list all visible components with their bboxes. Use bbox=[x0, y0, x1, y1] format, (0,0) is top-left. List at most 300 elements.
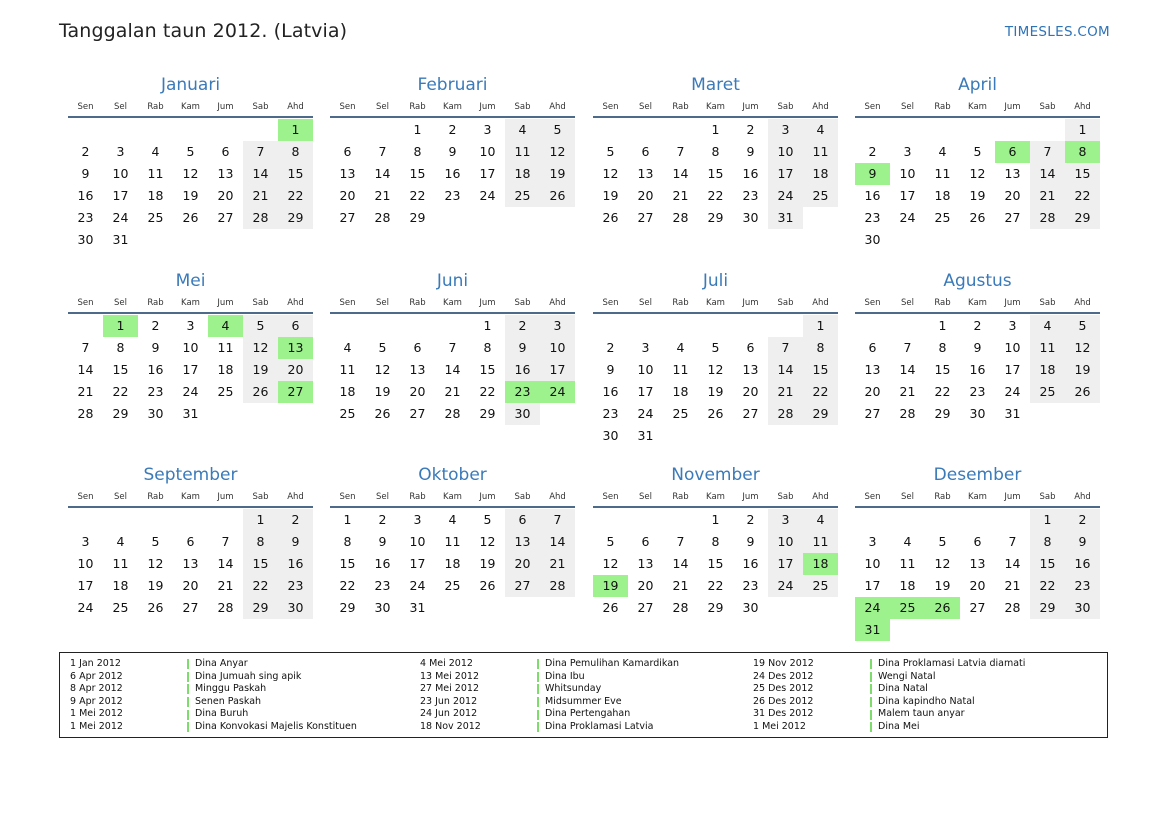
legend-holiday-name: Senen Paskah bbox=[195, 695, 262, 707]
empty-cell bbox=[890, 619, 925, 641]
day-cell: 11 bbox=[444, 534, 461, 549]
empty-cell bbox=[138, 509, 173, 531]
legend-holiday-name: Dina Natal bbox=[878, 683, 928, 695]
weekday-label: Kam bbox=[181, 492, 200, 502]
week-row bbox=[330, 381, 575, 403]
empty-cell bbox=[435, 207, 470, 229]
day-cell: 22 bbox=[339, 578, 356, 593]
empty-cell bbox=[890, 119, 925, 141]
legend-item bbox=[420, 721, 679, 734]
empty-cell bbox=[470, 207, 505, 229]
legend-date: 27 Mei 2012 bbox=[420, 683, 479, 695]
empty-cell bbox=[330, 315, 365, 337]
header-rule bbox=[593, 116, 838, 118]
day-cell: 6 bbox=[641, 144, 650, 159]
day-cell: 25 bbox=[803, 575, 838, 597]
day-cell: 7 bbox=[448, 340, 457, 355]
weekday-label: Sab bbox=[1039, 492, 1056, 502]
day-cell: 21 bbox=[672, 188, 689, 203]
day-cell: 12 bbox=[1065, 337, 1100, 359]
legend-holiday-name: Dina Proklamasi Latvia diamati bbox=[878, 658, 1026, 669]
day-cell: 12 bbox=[969, 166, 986, 181]
day-cell: 25 bbox=[672, 406, 689, 421]
day-cell: 15 bbox=[112, 362, 129, 377]
weekday-label: Ahd bbox=[549, 102, 566, 112]
empty-cell bbox=[925, 229, 960, 251]
day-cell: 15 bbox=[1030, 553, 1065, 575]
day-cell: 27 bbox=[864, 406, 881, 421]
day-cell: 14 bbox=[768, 359, 803, 381]
week-row bbox=[330, 119, 575, 141]
day-cell: 29 bbox=[1065, 207, 1100, 229]
week-row bbox=[330, 531, 575, 553]
day-cell: 28 bbox=[768, 403, 803, 425]
day-cell: 23 bbox=[77, 210, 94, 225]
legend-item bbox=[70, 708, 357, 721]
legend-marker bbox=[187, 684, 189, 694]
day-cell: 24 bbox=[540, 381, 575, 403]
day-cell: 5 bbox=[151, 534, 160, 549]
day-cell: 11 bbox=[339, 362, 356, 377]
day-cell: 27 bbox=[637, 210, 654, 225]
weekday-label: Sab bbox=[252, 102, 269, 112]
week-row bbox=[855, 315, 1100, 337]
day-cell: 24 bbox=[768, 575, 803, 597]
day-cell: 23 bbox=[969, 384, 986, 399]
day-cell: 2 bbox=[868, 144, 877, 159]
day-cell: 8 bbox=[803, 337, 838, 359]
day-cell: 25 bbox=[505, 185, 540, 207]
week-row bbox=[68, 553, 313, 575]
legend-holiday-name: Whitsunday bbox=[545, 683, 602, 695]
legend-item bbox=[420, 671, 679, 684]
day-cell: 2 bbox=[151, 318, 160, 333]
day-cell: 22 bbox=[934, 384, 951, 399]
week-row bbox=[855, 141, 1100, 163]
empty-cell bbox=[330, 119, 365, 141]
day-cell: 21 bbox=[1004, 578, 1021, 593]
weekday-label: Sen bbox=[77, 492, 94, 502]
day-cell: 28 bbox=[217, 600, 234, 615]
day-cell: 28 bbox=[1004, 600, 1021, 615]
day-cell: 15 bbox=[409, 166, 426, 181]
weekday-label: Jum bbox=[217, 298, 234, 308]
day-cell: 21 bbox=[1030, 185, 1065, 207]
legend-holiday-name: Dina Ibu bbox=[545, 670, 585, 682]
day-cell: 31 bbox=[855, 619, 890, 641]
day-cell: 2 bbox=[973, 318, 982, 333]
day-cell: 17 bbox=[77, 578, 94, 593]
day-cell: 1 bbox=[413, 122, 422, 137]
day-cell: 31 bbox=[1004, 406, 1021, 421]
legend-date: 18 Nov 2012 bbox=[420, 720, 481, 732]
empty-cell bbox=[1030, 403, 1065, 425]
weekday-label: Sab bbox=[514, 102, 531, 112]
site-link[interactable]: TIMESLES.COM bbox=[1004, 24, 1110, 40]
day-cell: 16 bbox=[374, 556, 391, 571]
weekday-label: Jum bbox=[742, 102, 759, 112]
day-cell: 20 bbox=[217, 188, 234, 203]
weekday-label: Ahd bbox=[1074, 492, 1091, 502]
legend-marker bbox=[187, 710, 189, 720]
day-cell: 30 bbox=[505, 403, 540, 425]
week-row bbox=[330, 315, 575, 337]
week-row bbox=[330, 403, 575, 425]
day-cell: 17 bbox=[409, 556, 426, 571]
day-cell: 1 bbox=[1030, 509, 1065, 531]
week-row bbox=[855, 553, 1100, 575]
day-cell: 30 bbox=[602, 428, 619, 443]
weekday-label: Kam bbox=[443, 298, 462, 308]
day-cell: 20 bbox=[969, 578, 986, 593]
day-cell: 28 bbox=[243, 207, 278, 229]
legend-item bbox=[70, 658, 357, 671]
day-cell: 18 bbox=[803, 163, 838, 185]
day-cell: 1 bbox=[1065, 119, 1100, 141]
week-row bbox=[855, 509, 1100, 531]
day-cell: 18 bbox=[672, 384, 689, 399]
day-cell: 23 bbox=[742, 578, 759, 593]
empty-cell bbox=[243, 119, 278, 141]
week-row bbox=[855, 337, 1100, 359]
week-row bbox=[68, 185, 313, 207]
day-cell: 25 bbox=[444, 578, 461, 593]
weekday-label: Ahd bbox=[549, 298, 566, 308]
weekday-label: Ahd bbox=[287, 102, 304, 112]
week-row bbox=[68, 141, 313, 163]
week-row bbox=[855, 403, 1100, 425]
day-cell: 17 bbox=[479, 166, 496, 181]
empty-cell bbox=[173, 509, 208, 531]
month-april bbox=[855, 73, 1100, 251]
week-row bbox=[855, 119, 1100, 141]
day-cell: 23 bbox=[374, 578, 391, 593]
day-cell: 9 bbox=[448, 144, 457, 159]
empty-cell bbox=[698, 315, 733, 337]
day-cell: 13 bbox=[1004, 166, 1021, 181]
legend-date: 26 Des 2012 bbox=[753, 695, 814, 707]
legend-marker bbox=[870, 697, 872, 707]
day-cell: 1 bbox=[243, 509, 278, 531]
header-rule bbox=[68, 506, 313, 508]
day-cell: 15 bbox=[934, 362, 951, 377]
month-juli bbox=[593, 269, 838, 447]
day-cell: 30 bbox=[1065, 597, 1100, 619]
day-cell: 23 bbox=[444, 188, 461, 203]
day-cell: 13 bbox=[637, 166, 654, 181]
legend-item bbox=[70, 683, 357, 696]
legend-item bbox=[70, 696, 357, 709]
day-cell: 28 bbox=[672, 600, 689, 615]
day-cell: 26 bbox=[925, 597, 960, 619]
weekday-label: Kam bbox=[706, 298, 725, 308]
day-cell: 31 bbox=[112, 232, 129, 247]
day-cell: 18 bbox=[505, 163, 540, 185]
day-cell: 15 bbox=[339, 556, 356, 571]
empty-cell bbox=[855, 119, 890, 141]
empty-cell bbox=[995, 119, 1030, 141]
empty-cell bbox=[593, 315, 628, 337]
day-cell: 20 bbox=[182, 578, 199, 593]
day-cell: 24 bbox=[409, 578, 426, 593]
weekday-label: Sen bbox=[864, 298, 881, 308]
day-cell: 19 bbox=[540, 163, 575, 185]
day-cell: 16 bbox=[77, 188, 94, 203]
month-name: Februari bbox=[417, 75, 488, 95]
weekday-label: Kam bbox=[181, 102, 200, 112]
weekday-label: Sel bbox=[114, 492, 127, 502]
empty-cell bbox=[890, 509, 925, 531]
day-cell: 10 bbox=[899, 166, 916, 181]
day-cell: 1 bbox=[711, 122, 720, 137]
day-cell: 20 bbox=[864, 384, 881, 399]
day-cell: 22 bbox=[278, 185, 313, 207]
legend-marker bbox=[537, 659, 539, 669]
day-cell: 16 bbox=[742, 166, 759, 181]
weekday-label: Sen bbox=[339, 102, 356, 112]
day-cell: 3 bbox=[641, 340, 650, 355]
holiday-legend bbox=[59, 652, 1108, 738]
day-cell: 1 bbox=[278, 119, 313, 141]
day-cell: 30 bbox=[77, 232, 94, 247]
day-cell: 11 bbox=[899, 556, 916, 571]
day-cell: 2 bbox=[448, 122, 457, 137]
day-cell: 13 bbox=[505, 531, 540, 553]
weekday-label: Sel bbox=[901, 102, 914, 112]
day-cell: 13 bbox=[217, 166, 234, 181]
day-cell: 28 bbox=[672, 210, 689, 225]
legend-item bbox=[420, 708, 679, 721]
day-cell: 1 bbox=[103, 315, 138, 337]
legend-item bbox=[753, 658, 1025, 671]
empty-cell bbox=[505, 597, 540, 619]
day-cell: 9 bbox=[746, 144, 755, 159]
weekday-label: Sen bbox=[602, 298, 619, 308]
empty-cell bbox=[628, 509, 663, 531]
empty-cell bbox=[768, 597, 803, 619]
day-cell: 22 bbox=[409, 188, 426, 203]
legend-item bbox=[753, 683, 1025, 696]
legend-marker bbox=[870, 722, 872, 732]
day-cell: 30 bbox=[864, 232, 881, 247]
legend-column-3 bbox=[753, 658, 1025, 734]
day-cell: 14 bbox=[672, 556, 689, 571]
day-cell: 14 bbox=[217, 556, 234, 571]
day-cell: 9 bbox=[973, 340, 982, 355]
day-cell: 17 bbox=[899, 188, 916, 203]
week-row bbox=[68, 315, 313, 337]
week-row bbox=[593, 163, 838, 185]
empty-cell bbox=[243, 229, 278, 251]
weekday-label: Sel bbox=[639, 298, 652, 308]
day-cell: 3 bbox=[768, 509, 803, 531]
month-name: September bbox=[143, 465, 238, 485]
day-cell: 11 bbox=[147, 166, 164, 181]
day-cell: 26 bbox=[969, 210, 986, 225]
day-cell: 3 bbox=[413, 512, 422, 527]
legend-column-1 bbox=[70, 658, 357, 734]
day-cell: 4 bbox=[903, 534, 912, 549]
empty-cell bbox=[1030, 229, 1065, 251]
day-cell: 16 bbox=[742, 556, 759, 571]
day-cell: 28 bbox=[540, 575, 575, 597]
day-cell: 5 bbox=[186, 144, 195, 159]
legend-date: 1 Mei 2012 bbox=[753, 720, 806, 732]
day-cell: 11 bbox=[934, 166, 951, 181]
week-row bbox=[330, 163, 575, 185]
day-cell: 26 bbox=[374, 406, 391, 421]
empty-cell bbox=[278, 403, 313, 425]
week-row bbox=[593, 315, 838, 337]
day-cell: 12 bbox=[602, 166, 619, 181]
legend-marker bbox=[537, 722, 539, 732]
day-cell: 5 bbox=[938, 534, 947, 549]
day-cell: 9 bbox=[606, 362, 615, 377]
weekday-label: Jum bbox=[1004, 298, 1021, 308]
day-cell: 16 bbox=[864, 188, 881, 203]
day-cell: 14 bbox=[77, 362, 94, 377]
day-cell: 26 bbox=[540, 185, 575, 207]
day-cell: 10 bbox=[409, 534, 426, 549]
day-cell: 29 bbox=[112, 406, 129, 421]
day-cell: 14 bbox=[1030, 163, 1065, 185]
empty-cell bbox=[1065, 229, 1100, 251]
day-cell: 26 bbox=[243, 381, 278, 403]
legend-holiday-name: Wengi Natal bbox=[878, 670, 936, 682]
day-cell: 12 bbox=[934, 556, 951, 571]
weekday-header bbox=[593, 295, 838, 311]
empty-cell bbox=[103, 509, 138, 531]
empty-cell bbox=[663, 315, 698, 337]
day-cell: 24 bbox=[112, 210, 129, 225]
weekday-label: Sel bbox=[376, 298, 389, 308]
day-cell: 23 bbox=[278, 575, 313, 597]
legend-date: 1 Mei 2012 bbox=[70, 720, 123, 732]
day-cell: 27 bbox=[409, 406, 426, 421]
month-februari bbox=[330, 73, 575, 229]
week-row bbox=[593, 381, 838, 403]
empty-cell bbox=[960, 229, 995, 251]
day-cell: 6 bbox=[186, 534, 195, 549]
day-cell: 2 bbox=[278, 509, 313, 531]
day-cell: 22 bbox=[1065, 185, 1100, 207]
day-cell: 16 bbox=[147, 362, 164, 377]
week-row bbox=[68, 229, 313, 251]
day-cell: 29 bbox=[707, 210, 724, 225]
legend-holiday-name: Dina Jumuah sing apik bbox=[195, 670, 302, 682]
empty-cell bbox=[173, 229, 208, 251]
day-cell: 25 bbox=[112, 600, 129, 615]
day-cell: 15 bbox=[278, 163, 313, 185]
weekday-label: Kam bbox=[443, 492, 462, 502]
week-row bbox=[593, 597, 838, 619]
weekday-label: Sab bbox=[252, 492, 269, 502]
day-cell: 8 bbox=[343, 534, 352, 549]
empty-cell bbox=[733, 425, 768, 447]
empty-cell bbox=[208, 119, 243, 141]
empty-cell bbox=[628, 119, 663, 141]
day-cell: 31 bbox=[409, 600, 426, 615]
day-cell: 3 bbox=[186, 318, 195, 333]
day-cell: 17 bbox=[182, 362, 199, 377]
day-cell: 4 bbox=[208, 315, 243, 337]
day-cell: 22 bbox=[112, 384, 129, 399]
weekday-label: Sen bbox=[77, 102, 94, 112]
empty-cell bbox=[925, 119, 960, 141]
weekday-label: Ahd bbox=[287, 298, 304, 308]
empty-cell bbox=[855, 509, 890, 531]
legend-item bbox=[420, 696, 679, 709]
day-cell: 19 bbox=[934, 578, 951, 593]
month-name: Desember bbox=[933, 465, 1022, 485]
week-row bbox=[68, 207, 313, 229]
day-cell: 2 bbox=[746, 122, 755, 137]
day-cell: 16 bbox=[505, 359, 540, 381]
day-cell: 19 bbox=[374, 384, 391, 399]
legend-holiday-name: Dina Pertengahan bbox=[545, 708, 631, 720]
day-cell: 13 bbox=[339, 166, 356, 181]
header-rule bbox=[593, 312, 838, 314]
weekday-label: Ahd bbox=[812, 298, 829, 308]
day-cell: 10 bbox=[768, 531, 803, 553]
weekday-header bbox=[855, 295, 1100, 311]
day-cell: 9 bbox=[378, 534, 387, 549]
day-cell: 24 bbox=[899, 210, 916, 225]
day-cell: 8 bbox=[938, 340, 947, 355]
day-cell: 27 bbox=[217, 210, 234, 225]
weekday-label: Sen bbox=[602, 492, 619, 502]
empty-cell bbox=[768, 315, 803, 337]
week-row bbox=[330, 597, 575, 619]
month-name: Juli bbox=[702, 271, 729, 291]
day-cell: 10 bbox=[479, 144, 496, 159]
legend-holiday-name: Dina Konvokasi Majelis Konstituen bbox=[195, 720, 357, 732]
legend-marker bbox=[187, 659, 189, 669]
weekday-label: Sen bbox=[864, 102, 881, 112]
empty-cell bbox=[540, 403, 575, 425]
weekday-header bbox=[68, 489, 313, 505]
weekday-label: Jum bbox=[1004, 492, 1021, 502]
month-september bbox=[68, 463, 313, 619]
empty-cell bbox=[925, 509, 960, 531]
day-cell: 7 bbox=[768, 337, 803, 359]
weekday-header bbox=[855, 99, 1100, 115]
day-cell: 21 bbox=[374, 188, 391, 203]
empty-cell bbox=[365, 315, 400, 337]
legend-marker bbox=[870, 659, 872, 669]
day-cell: 17 bbox=[637, 384, 654, 399]
weekday-label: Rab bbox=[147, 492, 164, 502]
day-cell: 19 bbox=[1065, 359, 1100, 381]
day-cell: 3 bbox=[81, 534, 90, 549]
day-cell: 7 bbox=[378, 144, 387, 159]
day-cell: 17 bbox=[540, 359, 575, 381]
legend-holiday-name: Dina Buruh bbox=[195, 708, 249, 720]
empty-cell bbox=[68, 509, 103, 531]
day-cell: 12 bbox=[374, 362, 391, 377]
weekday-label: Rab bbox=[147, 102, 164, 112]
day-cell: 4 bbox=[803, 119, 838, 141]
day-cell: 22 bbox=[1030, 575, 1065, 597]
weekday-label: Sel bbox=[901, 298, 914, 308]
day-cell: 17 bbox=[768, 553, 803, 575]
day-cell: 13 bbox=[637, 556, 654, 571]
empty-cell bbox=[540, 597, 575, 619]
weekday-header bbox=[593, 489, 838, 505]
day-cell: 22 bbox=[803, 381, 838, 403]
weekday-label: Kam bbox=[968, 102, 987, 112]
legend-holiday-name: Malem taun anyar bbox=[878, 708, 965, 720]
